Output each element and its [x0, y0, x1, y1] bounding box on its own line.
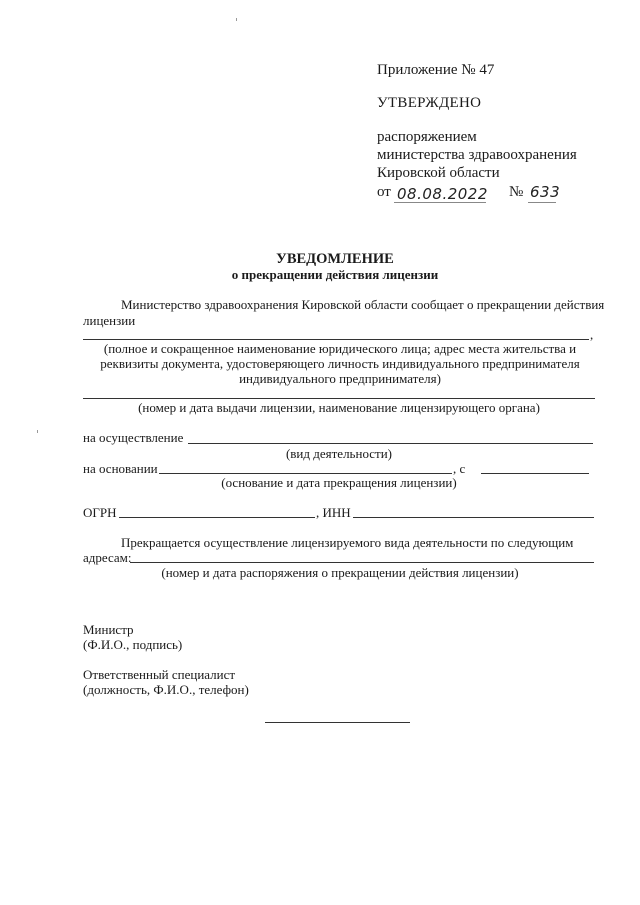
approval-from-label: от: [377, 184, 391, 200]
inn-field[interactable]: [353, 517, 594, 518]
licensee-caption-line1: (полное и сокращенное наименование юридического лица; адрес места жительства и: [103, 341, 577, 356]
termination-date-field[interactable]: [481, 473, 589, 474]
activity-caption: (вид деятельности): [285, 446, 393, 461]
approval-number-underline: [528, 202, 556, 203]
license-number-field[interactable]: [83, 398, 595, 399]
basis-caption: (основание и дата прекращения лицензии): [221, 475, 457, 490]
document-title: УВЕДОМЛЕНИЕ: [276, 251, 394, 267]
specialist-caption: (должность, Ф.И.О., телефон): [83, 682, 249, 697]
activity-label: на осуществление: [83, 430, 184, 445]
document-subtitle: о прекращении действия лицензии: [231, 267, 439, 282]
closing-separator-line: [265, 722, 410, 723]
basis-from-label: , с: [453, 461, 466, 476]
approved-stamp-text: УТВЕРЖДЕНО: [377, 95, 482, 111]
specialist-label: Ответственный специалист: [83, 667, 236, 682]
licensee-name-field[interactable]: [83, 339, 589, 340]
licensee-comma: ,: [590, 327, 594, 342]
approval-line-2: министерства здравоохранения: [377, 147, 577, 163]
basis-field[interactable]: [159, 473, 452, 474]
addresses-field[interactable]: [130, 562, 594, 563]
basis-label: на основании: [83, 461, 158, 476]
ogrn-field[interactable]: [119, 517, 315, 518]
minister-label: Министр: [83, 622, 134, 637]
approval-number-handwritten: 633: [530, 183, 561, 201]
activity-field[interactable]: [188, 443, 593, 444]
cease-text-line2: адресам:: [83, 550, 132, 565]
approval-date-handwritten: 08.08.2022: [397, 185, 488, 203]
approval-date-underline: [394, 202, 486, 203]
license-number-caption: (номер и дата выдачи лицензии, наименование лицензирующего органа): [138, 400, 540, 415]
minister-caption: (Ф.И.О., подпись): [83, 637, 183, 652]
licensee-caption-line2: реквизиты документа, удостоверяющего личность индивидуального предпринимателя: [100, 356, 580, 371]
appendix-number: Приложение № 47: [377, 62, 495, 78]
approval-line-3: Кировской области: [377, 165, 500, 181]
approval-line-1: распоряжением: [377, 129, 477, 145]
cease-text-line1: Прекращается осуществление лицензируемого вида деятельности по следующим: [121, 535, 574, 550]
scan-speck: [37, 430, 38, 433]
intro-text-line2: лицензии: [83, 313, 136, 328]
ogrn-label: ОГРН: [83, 505, 117, 520]
licensee-caption-line3: индивидуального предпринимателя): [239, 371, 441, 386]
addresses-caption: (номер и дата распоряжения о прекращении действия лицензии): [161, 565, 519, 580]
scan-speck: [236, 18, 237, 21]
approval-number-label: №: [509, 184, 524, 200]
inn-label: , ИНН: [316, 505, 351, 520]
intro-text-line1: Министерство здравоохранения Кировской области сообщает о прекращении действия: [121, 297, 605, 312]
